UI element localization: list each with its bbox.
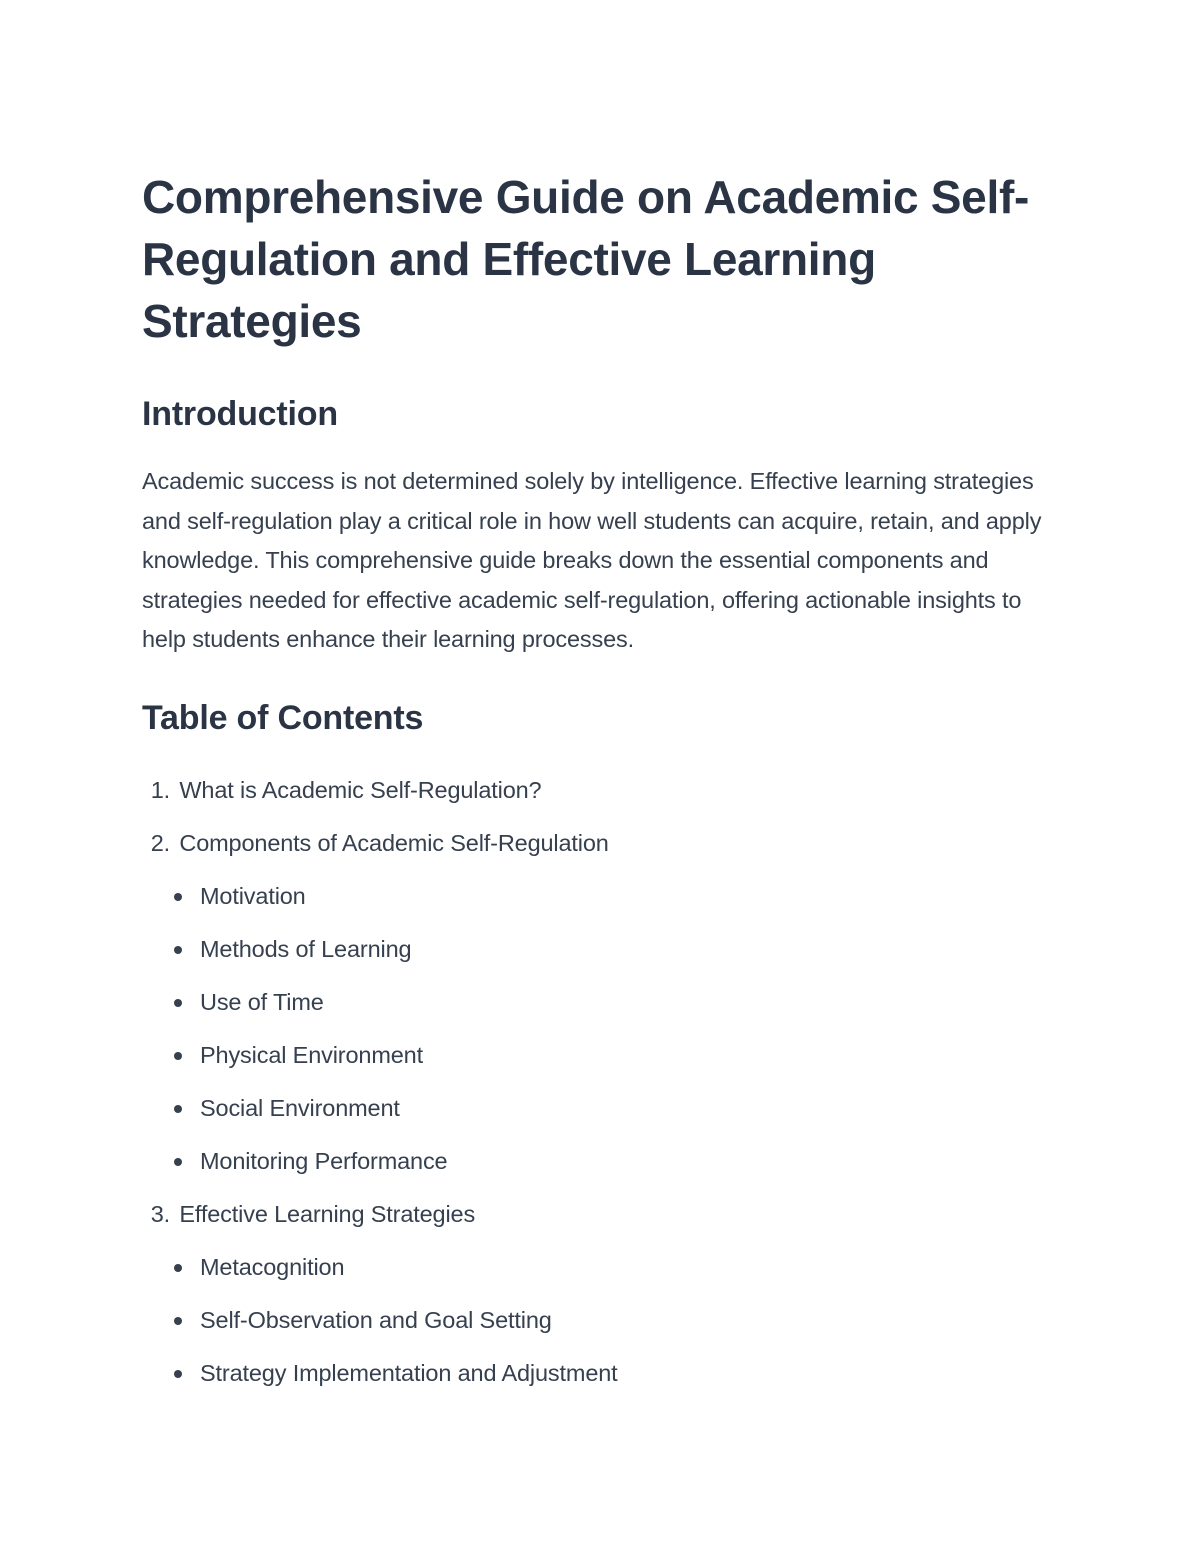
toc-sublist-components: [142, 870, 1050, 1188]
document-title: Comprehensive Guide on Academic Self-Regulation and Effective Learning Strategies: [142, 171, 1029, 347]
toc-sublist-strategies: [142, 1241, 1050, 1400]
toc-item-number: 3.: [150, 1200, 170, 1227]
bullet-icon: [174, 1264, 182, 1272]
toc-subitem: Strategy Implementation and Adjustment: [142, 1347, 1050, 1400]
toc-item-components: [142, 817, 1050, 1188]
bullet-icon: [174, 1158, 182, 1166]
bullet-icon: [174, 1052, 182, 1060]
bullet-icon: [174, 1105, 182, 1113]
introduction-heading: Introduction: [142, 395, 338, 433]
toc-item-label: What is Academic Self-Regulation?: [179, 776, 542, 803]
bullet-icon: [174, 1317, 182, 1325]
toc-subitem: Monitoring Performance: [142, 1135, 1050, 1188]
toc-item-number: 2.: [150, 829, 170, 856]
bullet-icon: [174, 1370, 182, 1378]
toc-subitem: Motivation: [142, 870, 1050, 923]
introduction-paragraph: Academic success is not determined solely by intelligence. Effective learning strategies and self-regulation play a critical role in how well students can acquire, retain, and apply knowledge. This comprehensive guide breaks down the essential components and strategies needed for effective academic self-regulation, offering actionable insights to help students enhance their learning processes.: [142, 468, 1042, 653]
toc-subitem: Methods of Learning: [142, 923, 1050, 976]
toc-subitem: Use of Time: [142, 976, 1050, 1029]
toc-subitem: Physical Environment: [142, 1029, 1050, 1082]
toc-item-label: Components of Academic Self-Regulation: [179, 829, 609, 856]
bullet-icon: [174, 999, 182, 1007]
toc-subitem: Metacognition: [142, 1241, 1050, 1294]
toc-item-strategies: [142, 1188, 1050, 1400]
toc-item-label: Effective Learning Strategies: [179, 1200, 476, 1227]
toc-subitem: Social Environment: [142, 1082, 1050, 1135]
toc-heading: Table of Contents: [142, 698, 424, 737]
table-of-contents: [142, 764, 1050, 1400]
toc-item-what-is-self-regulation: [142, 764, 1050, 817]
bullet-icon: [174, 893, 182, 901]
bullet-icon: [174, 946, 182, 954]
toc-subitem: Self-Observation and Goal Setting: [142, 1294, 1050, 1347]
toc-item-number: 1.: [150, 776, 170, 803]
